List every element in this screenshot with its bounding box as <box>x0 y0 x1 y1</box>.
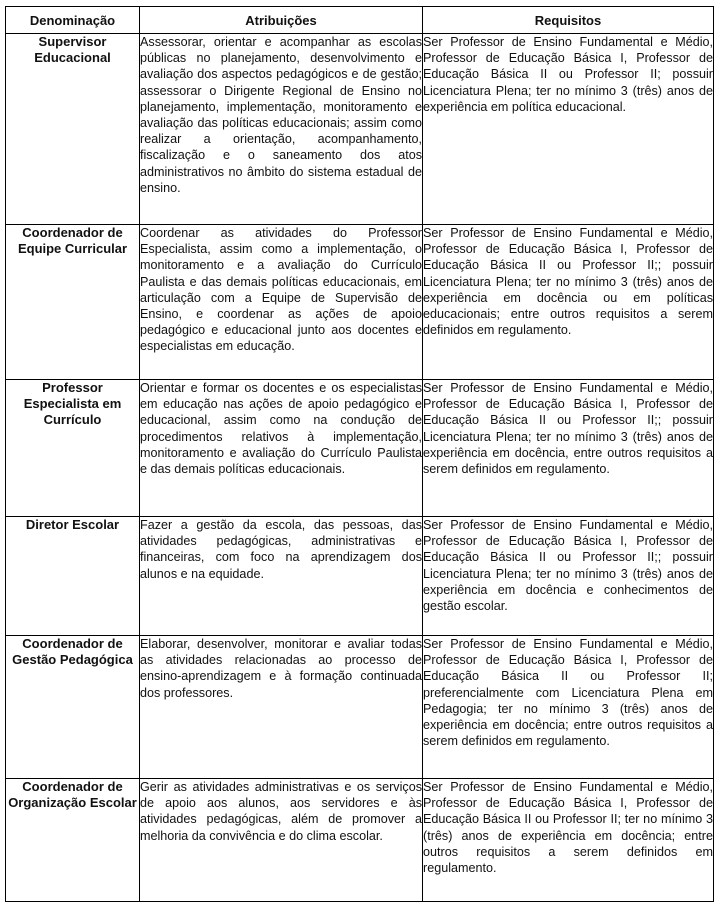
table-row <box>6 34 714 225</box>
role-requirements: Ser Professor de Ensino Fundamental e Médio, Professor de Educação Básica I, Professor de Educação Básica II ou Professor II; ter no mínimo 3 (três) anos de experiência em docência; entre outros requisitos a serem definidos em regulamento. <box>423 779 714 902</box>
role-duties: Fazer a gestão da escola, das pessoas, das atividades pedagógicas, administrativas e financeiras, com foco na aprendizagem dos alunos e na equidade. <box>140 517 423 636</box>
role-duties: Gerir as atividades administrativas e os serviços de apoio aos alunos, aos servidores e às atividades pedagógicas, além de promover a melhoria da convivência e do clima escolar. <box>140 779 423 902</box>
table-row <box>6 779 714 902</box>
table-row <box>6 380 714 517</box>
role-duties: Coordenar as atividades do Professor Especialista, assim como a implementação, o monitoramento e a avaliação do Currículo Paulista e das demais políticas educacionais, em articulação com a Equipe de Supervisão de Ensino, e coordenar as ações de apoio pedagógico e educacional junto aos docentes e especialistas em educação. <box>140 225 423 380</box>
role-name: Coordenador de Organização Escolar <box>6 779 140 902</box>
role-requirements: Ser Professor de Ensino Fundamental e Médio, Professor de Educação Básica I, Professor de Educação Básica II ou Professor II; possuir Licenciatura Plena; ter no mínimo 3 (três) anos de experiência em política educacional. <box>423 34 714 225</box>
role-requirements: Ser Professor de Ensino Fundamental e Médio, Professor de Educação Básica I, Professor de Educação Básica II ou Professor II;; possuir Licenciatura Plena; ter no mínimo 3 (três) anos de experiência em docência, entre outros requisitos a serem definidos em regulamento. <box>423 380 714 517</box>
role-duties: Orientar e formar os docentes e os especialistas em educação nas ações de apoio pedagógico e educacional, assim como na condução de procedimentos relativos à implementação, monitoramento e avaliação do Currículo Paulista e das demais políticas educacionais. <box>140 380 423 517</box>
role-duties: Assessorar, orientar e acompanhar as escolas públicas no planejamento, desenvolvimento e avaliação dos aspectos pedagógicos e de gestão; assessorar o Dirigente Regional de Ensino no planejamento, implementação, monitoramento e avaliação das políticas educacionais; assim como realizar a orientação, acompanhamento, fiscalização e o saneamento dos atos administrativos no âmbito do sistema estadual de ensino. <box>140 34 423 225</box>
role-name: Diretor Escolar <box>6 517 140 636</box>
table-row <box>6 636 714 779</box>
header-requisitos: Requisitos <box>423 7 714 34</box>
table-header-row <box>6 7 714 34</box>
role-name: Professor Especialista em Currículo <box>6 380 140 517</box>
role-duties: Elaborar, desenvolver, monitorar e avaliar todas as atividades relacionadas ao processo de ensino-aprendizagem e à formação continuada dos professores. <box>140 636 423 779</box>
role-requirements: Ser Professor de Ensino Fundamental e Médio, Professor de Educação Básica I, Professor de Educação Básica II ou Professor II;; possuir Licenciatura Plena; ter no mínimo 3 (três) anos de experiência em docência e conhecimentos de gestão escolar. <box>423 517 714 636</box>
table-row <box>6 225 714 380</box>
table-row <box>6 517 714 636</box>
header-atribuicoes: Atribuições <box>140 7 423 34</box>
roles-table <box>5 6 714 902</box>
role-requirements: Ser Professor de Ensino Fundamental e Médio, Professor de Educação Básica I, Professor de Educação Básica II ou Professor II;; possuir Licenciatura Plena; ter no mínimo 3 (três) anos de experiência em docência ou em políticas educacionais; entre outros requisitos a serem definidos em regulamento. <box>423 225 714 380</box>
role-name: Supervisor Educacional <box>6 34 140 225</box>
role-requirements: Ser Professor de Ensino Fundamental e Médio, Professor de Educação Básica I, Professor de Educação Básica II ou Professor II; preferencialmente com Licenciatura Plena em Pedagogia; ter no mínimo 3 (três) anos de experiência em docência; entre outros requisitos a serem definidos em regulamento. <box>423 636 714 779</box>
role-name: Coordenador de Gestão Pedagógica <box>6 636 140 779</box>
role-name: Coordenador de Equipe Curricular <box>6 225 140 380</box>
header-denominacao: Denominação <box>6 7 140 34</box>
